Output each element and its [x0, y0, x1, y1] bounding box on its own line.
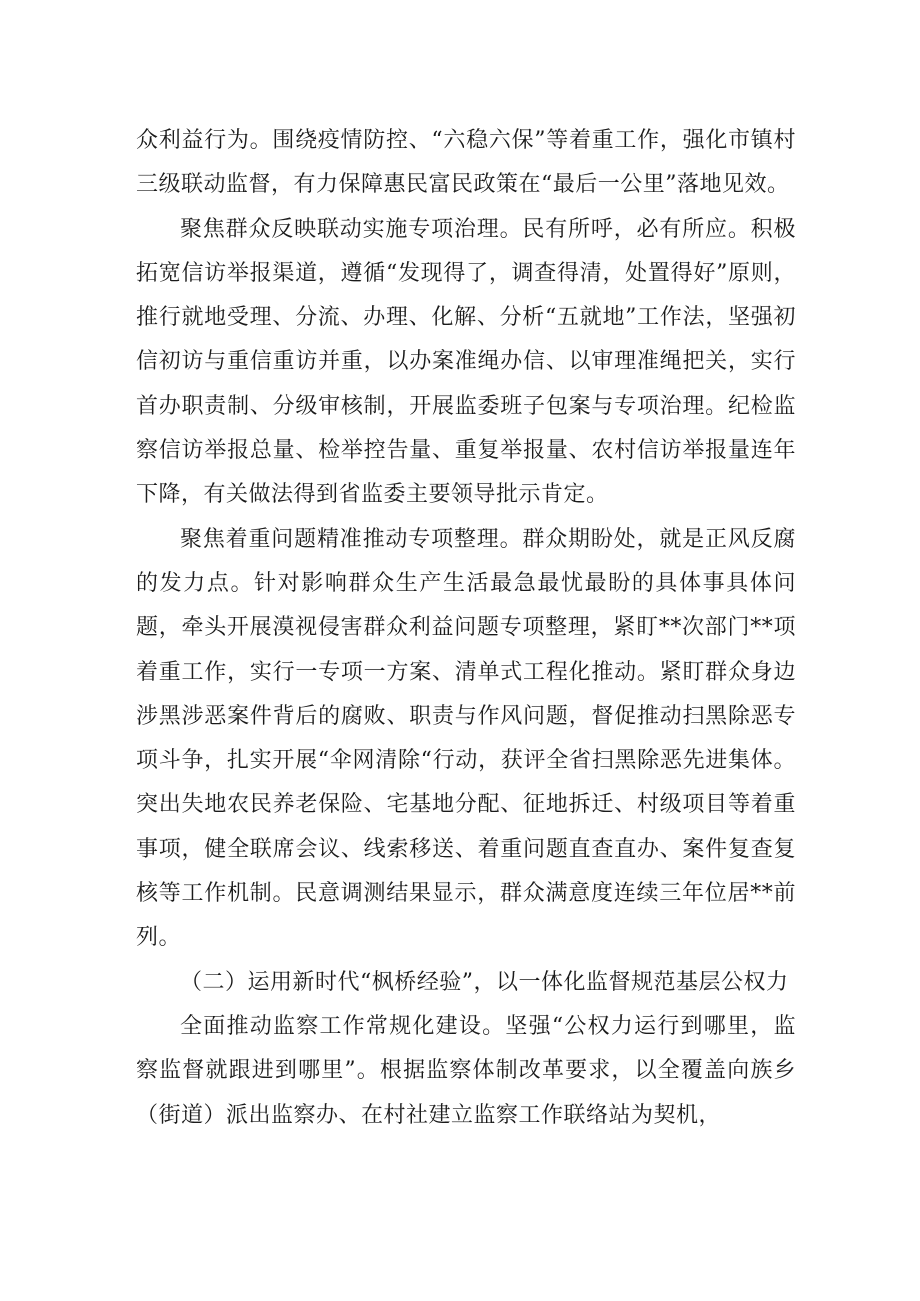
document-body: [136, 119, 796, 1138]
paragraph-continuation: 众利益行为。围绕疫情防控、“六稳六保”等着重工作，强化市镇村三级联动监督，有力保障惠民富民政策在“最后一公里”落地见效。: [136, 128, 796, 198]
paragraph-petition-governance: 聚焦群众反映联动实施专项治理。民有所呼，必有所应。积极拓宽信访举报渠道，遵循“发现得了，调查得清，处置得好”原则，推行就地受理、分流、办理、化解、分析“五就地”工作法，坚强初信初访与重信重访并重，以办案准绳办信、以审理准绳把关，实行首办职责制、分级审核制，开展监委班子包案与专项治理。纪检监察信访举报总量、检举控告量、重复举报量、农村信访举报量连年下降，有关做法得到省监委主要领导批示肯定。: [136, 216, 796, 508]
paragraph-key-issue-rectification: 聚焦着重问题精准推动专项整理。群众期盼处，就是正风反腐的发力点。针对影响群众生产生活最急最忧最盼的具体事具体问题，牵头开展漠视侵害群众利益问题专项整理，紧盯**次部门**项着重工作，实行一专项一方案、清单式工程化推动。紧盯群众身边涉黑涉恶案件背后的腐败、职责与作风问题，督促推动扫黑除恶专项斗争，扎实开展“伞网清除“行动，获评全省扫黑除恶先进集体。突出失地农民养老保险、宅基地分配、征地拆迁、村级项目等着重事项，健全联席会议、线索移送、着重问题直查直办、案件复查复核等工作机制。民意调测结果显示，群众满意度连续三年位居**前列。: [136, 526, 796, 951]
section-heading: （二）运用新时代“枫桥经验”，以一体化监督规范基层公权力: [180, 969, 789, 995]
paragraph-supervision-normalization: 全面推动监察工作常规化建设。坚强“公权力运行到哪里，监察监督就跟进到哪里”。根据监察体制改革要求，以全覆盖向族乡（街道）派出监察办、在村社建立监察工作联络站为契机，: [136, 1013, 796, 1128]
